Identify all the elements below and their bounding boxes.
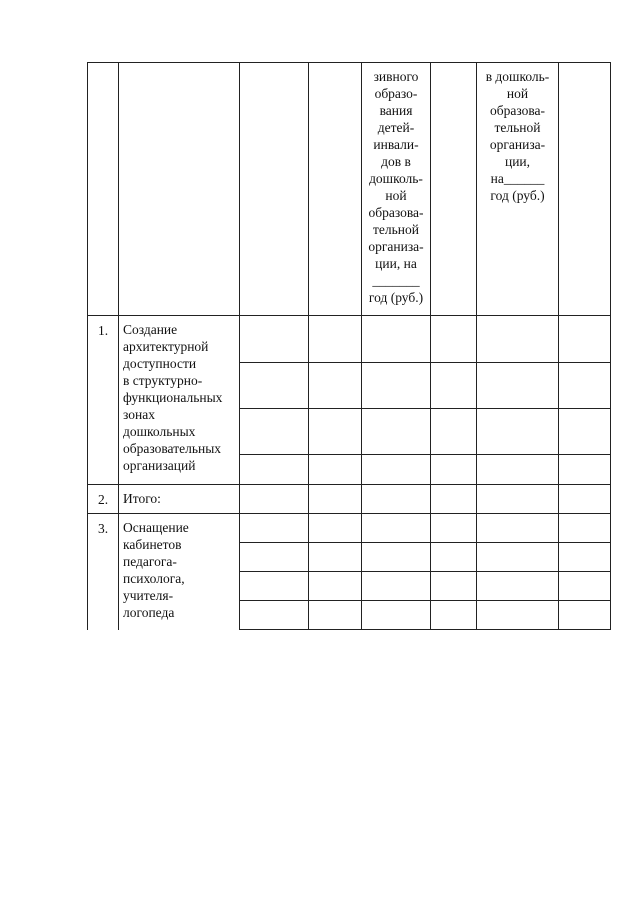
table-cell [559,316,611,363]
row-name-line: дошкольных [123,424,196,439]
table-cell [309,409,362,455]
table-cell [309,316,362,363]
row-number: 3. [88,514,119,630]
table-cell [477,572,559,601]
table-cell [240,409,309,455]
row-name-line: Итого: [123,491,161,506]
header-col5-line: инвали- [373,137,419,152]
table-cell [477,514,559,543]
table-cell [309,455,362,485]
table-cell [431,485,477,514]
header-cell-3 [240,63,309,316]
table-cell [240,601,309,630]
header-col7-line: организа- [489,137,546,152]
table-cell [559,543,611,572]
table-cell [240,543,309,572]
table-cell [431,316,477,363]
table-cell [431,455,477,485]
table-cell [477,485,559,514]
table-cell [362,455,431,485]
table-cell [240,572,309,601]
table-cell [240,455,309,485]
header-cell-number [88,63,119,316]
header-col7-line: образова- [489,103,546,118]
row-name-line: организаций [123,458,196,473]
header-cell-7 [477,63,559,316]
header-col5-line: организа- [368,239,424,254]
table-cell [362,485,431,514]
row-name-line: логопеда [123,605,175,620]
table-cell [362,572,431,601]
budget-table [87,62,611,630]
header-col7-line: год (руб.) [490,188,545,203]
table-cell [559,409,611,455]
table-cell [240,485,309,514]
table-cell [477,455,559,485]
table-cell [362,514,431,543]
row-name [119,514,240,630]
header-col7-line: тельной [494,120,541,135]
row-number: 2. [88,485,119,514]
table-cell [477,543,559,572]
table-cell [431,572,477,601]
row-name-line: зонах [123,407,155,422]
row-name-line: функциональных [123,390,223,405]
table-row [88,485,611,514]
row-name [119,316,240,485]
table-row [88,514,611,543]
table-cell [559,455,611,485]
header-col5-line: образо- [374,86,418,101]
row-name [119,485,240,514]
table-cell [362,316,431,363]
header-cell-4 [309,63,362,316]
header-row [88,63,611,316]
header-col7-line: ции, [504,154,531,169]
table-cell [309,543,362,572]
header-col5-line: зивного [373,69,419,84]
header-col5-line: детей- [377,120,415,135]
header-col7-line: в дошколь- [485,69,550,84]
table-cell [477,601,559,630]
table-cell [431,601,477,630]
table-cell [477,409,559,455]
row-name-line: педагога- [123,554,177,569]
header-col5-line: ции, на [375,256,417,271]
header-col5-line: дошколь- [369,171,423,186]
table-cell [477,316,559,363]
table-cell [559,572,611,601]
row-name-line: учителя- [123,588,174,603]
header-col5-line: дов в [381,154,411,169]
header-col5-line: образова- [368,205,424,220]
row-name-line: в структурно- [123,373,203,388]
table-cell [559,363,611,409]
table-cell [309,485,362,514]
table-cell [309,572,362,601]
header-col5-line: ной [385,188,407,203]
table-cell [477,363,559,409]
header-col5-line: год (руб.) [368,290,424,305]
row-name-line: доступности [123,356,197,371]
header-cell-5 [362,63,431,316]
row-name-line: психолога, [123,571,185,586]
row-name-line: Создание [123,322,178,337]
table-cell [309,363,362,409]
table-cell [309,601,362,630]
table-cell [240,514,309,543]
row-number: 1. [88,316,119,485]
table-cell [431,363,477,409]
header-col7-line: ной [506,86,529,101]
table-cell [362,363,431,409]
row-name-line: образовательных [123,441,222,456]
header-col5-line: тельной [373,222,419,237]
table-cell [309,514,362,543]
header-col5-line: вания [379,103,413,118]
header-cell-name [119,63,240,316]
row-name-line: кабинетов [123,537,182,552]
table-cell [362,601,431,630]
table-cell [559,601,611,630]
table-cell [431,409,477,455]
table-cell [559,485,611,514]
header-cell-6 [431,63,477,316]
table-cell [431,514,477,543]
header-col5-line: _______ [372,273,420,288]
table-cell [559,514,611,543]
table-cell [431,543,477,572]
row-name-line: Оснащение [123,520,189,535]
table-row [88,316,611,363]
row-name-line: архитектурной [123,339,209,354]
table-cell [362,409,431,455]
table-cell [362,543,431,572]
table-cell [240,316,309,363]
header-cell-8 [559,63,611,316]
table-cell [240,363,309,409]
header-col7-line: на______ [490,171,545,186]
